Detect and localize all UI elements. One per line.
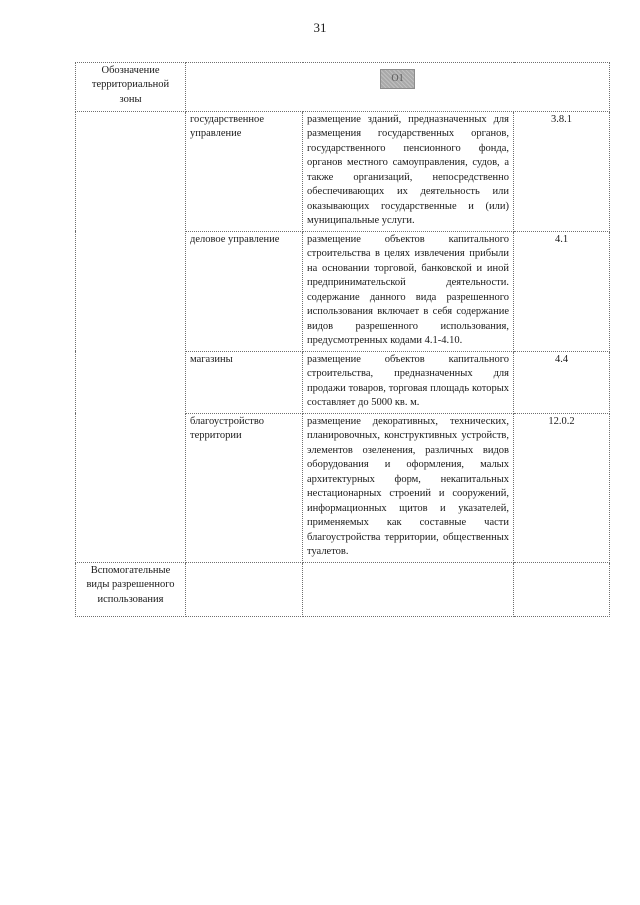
- use-description-cell: размещение зданий, предназначенных для размещения государственных органов, государственного пенсионного фонда, органов местного самоуправления, судов, а также организаций, непосредственно обеспечивающих их деятельность или оказывающих государственные и (или) муниципальные услуги.: [303, 112, 514, 232]
- use-code-cell: 12.0.2: [514, 413, 610, 562]
- table-row: [76, 112, 610, 232]
- zone-label-empty-cell: [76, 112, 186, 563]
- empty-cell: [186, 562, 303, 616]
- use-name-cell: государственное управление: [186, 112, 303, 232]
- use-code-cell: 4.4: [514, 351, 610, 413]
- use-description-cell: размещение объектов капитального строительства в целях извлечения прибыли на основании торговой, банковской и иной предпринимательской деятельности. содержание данного вида разрешенного использования включает в себя содержание видов разрешенного использования, предусмотренных кодами 4.1-4.10.: [303, 231, 514, 351]
- zoning-table: [75, 62, 610, 617]
- use-name-cell: благоустройство территории: [186, 413, 303, 562]
- use-description-cell: размещение декоративных, технических, планировочных, конструктивных устройств, элементов озеленения, различных видов оборудования и оформления, малых архитектурных форм, некапитальных нестационарных строений и сооружений, информационных щитов и указателей, применяемых как составные части благоустройства территории, общественных туалетов.: [303, 413, 514, 562]
- page-number: 31: [313, 20, 327, 35]
- zone-code-badge: О1: [380, 69, 414, 89]
- use-code-cell: 4.1: [514, 231, 610, 351]
- use-name-cell: магазины: [186, 351, 303, 413]
- use-name-cell: деловое управление: [186, 231, 303, 351]
- zone-code-cell: [186, 63, 610, 112]
- auxiliary-uses-row: [76, 562, 610, 616]
- zone-designation-header: Обозначение территориальной зоны: [76, 63, 186, 112]
- table-header-row: [76, 63, 610, 112]
- use-code-cell: 3.8.1: [514, 112, 610, 232]
- empty-cell: [303, 562, 514, 616]
- use-description-cell: размещение объектов капитального строительства, предназначенных для продажи товаров, торговая площадь которых составляет до 5000 кв. м.: [303, 351, 514, 413]
- empty-cell: [514, 562, 610, 616]
- auxiliary-uses-label: Вспомогательные виды разрешенного использования: [76, 562, 186, 616]
